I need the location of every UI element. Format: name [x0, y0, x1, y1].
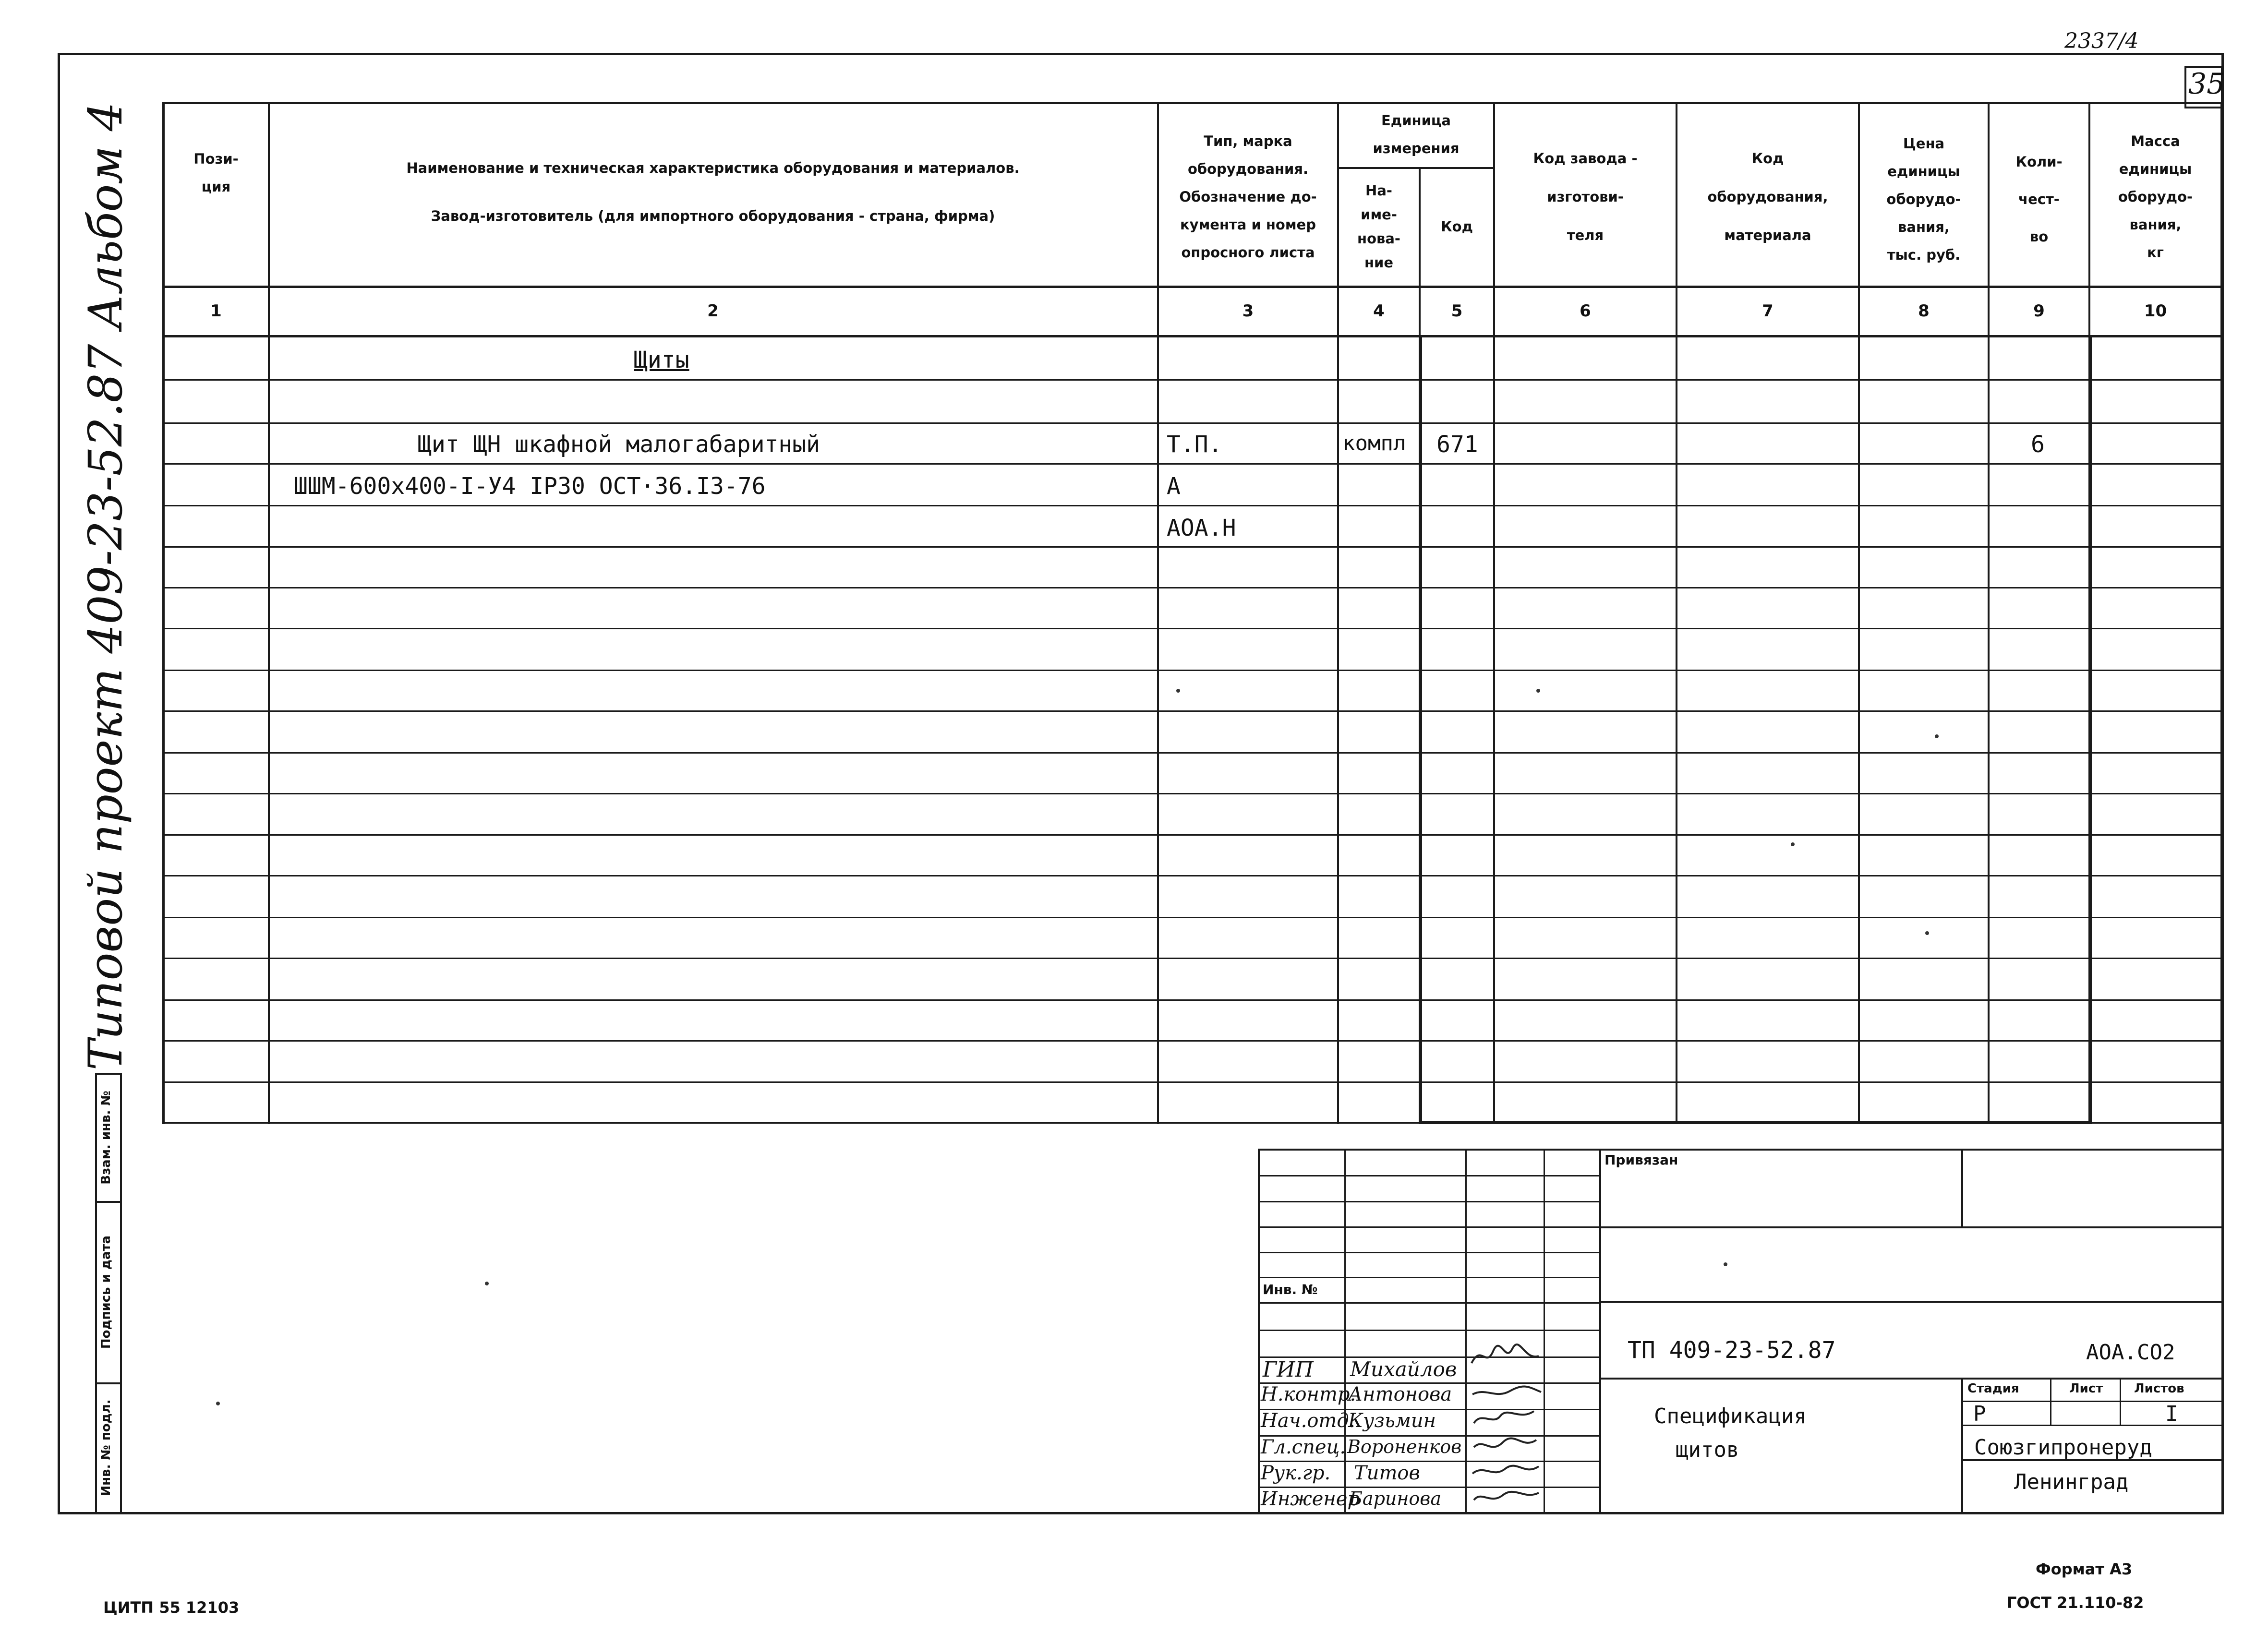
bound-label: Привязан [1604, 1152, 1678, 1168]
footer-catalog-number: ЦИТП 55 12103 [103, 1598, 240, 1617]
organization: Союзгипронеруд [1974, 1435, 2152, 1460]
col-number: 9 [2033, 301, 2045, 321]
replace-inv-label: Взам. инв. № [99, 1091, 113, 1185]
sheet-label: Лист [2069, 1381, 2103, 1396]
signature-name: Антонова [1348, 1383, 1452, 1405]
doc-reference: 2337/4 [2064, 29, 2139, 53]
signature-role: ГИП [1263, 1357, 1314, 1382]
signature-name: Титов [1354, 1462, 1420, 1484]
col-number: 8 [1918, 301, 1930, 321]
section-title: Щиты [634, 347, 689, 373]
header-unit-name: На- име- нова- ние [1357, 182, 1400, 271]
header-position: Пози- ция [193, 151, 239, 195]
signature-name: Баринова [1349, 1488, 1442, 1509]
side-project-title: Типовой проект 409-23-52.87 Альбом 4 [79, 102, 133, 1070]
signature-role: Гл.спец. [1261, 1436, 1346, 1458]
inv-no-label: Инв. № [1263, 1282, 1318, 1297]
header-unit-group: Единица измерения [1373, 112, 1460, 156]
organization-city: Ленинград [2014, 1470, 2129, 1494]
signature-role: Инженер [1261, 1488, 1360, 1510]
signature-name: Вороненков [1347, 1436, 1462, 1457]
signature-role: Нач.отд. [1261, 1410, 1355, 1432]
stage-value: Р [1973, 1402, 1986, 1426]
col-number: 4 [1373, 301, 1385, 321]
sheet-number: 35 [2188, 67, 2225, 101]
row-unit-code: 671 [1436, 431, 1478, 458]
header-name-line2: Завод-изготовитель (для импортного оборудования - страна, фирма) [431, 208, 995, 224]
header-type: Тип, марка оборудования. Обозначение до- кумента и номер опросного листа [1179, 133, 1317, 261]
col-number: 2 [707, 301, 719, 321]
sign-date-label: Подпись и дата [99, 1235, 113, 1349]
header-equipment-code: Код оборудования, материала [1707, 150, 1828, 243]
sheets-value: I [2165, 1402, 2178, 1426]
row-quantity: 6 [2031, 431, 2045, 458]
col-number: 6 [1580, 301, 1591, 321]
footer-gost: ГОСТ 21.110-82 [2007, 1594, 2144, 1612]
col-number: 10 [2144, 301, 2167, 321]
row-name: ШШМ-600х400-I-У4 IР30 ОСТ·36.I3-76 [294, 473, 766, 500]
header-mass: Масса единицы оборудо- вания, кг [2118, 133, 2193, 261]
header-quantity: Коли- чест- во [2015, 154, 2063, 245]
header-price: Цена единицы оборудо- вания, тыс. руб. [1886, 135, 1961, 263]
row-unit: компл [1342, 431, 1406, 456]
project-code: ТП 409-23-52.87 [1628, 1337, 1836, 1364]
row-type: А [1167, 473, 1181, 500]
document-code: АОА.СО2 [2086, 1340, 2175, 1365]
header-name-line1: Наименование и техническая характеристика оборудования и материалов. [406, 160, 1020, 176]
row-type: АОА.Н [1167, 515, 1236, 541]
signature-role: Н.контр. [1261, 1383, 1356, 1405]
signature-scribbles [1467, 1334, 1548, 1512]
header-maker-code: Код завода - изготови- теля [1533, 150, 1638, 243]
footer-format: Формат А3 [2036, 1560, 2133, 1578]
col-number: 3 [1242, 301, 1254, 321]
row-name: Щит ЩН шкафной малогабаритный [418, 431, 820, 458]
inv-orig-label: Инв. № подл. [99, 1399, 113, 1496]
signature-name: Кузьмин [1348, 1410, 1436, 1432]
header-unit-code: Код [1440, 218, 1473, 235]
col-number: 5 [1451, 301, 1463, 321]
col-number: 7 [1762, 301, 1773, 321]
col-number: 1 [210, 301, 222, 321]
signature-role: Рук.гр. [1261, 1462, 1331, 1484]
signature-name: Михайлов [1350, 1357, 1457, 1381]
document-title-2: щитов [1676, 1438, 1739, 1462]
document-title: Спецификация [1654, 1404, 1807, 1428]
sheets-label: Листов [2134, 1381, 2184, 1396]
row-type: Т.П. [1167, 431, 1222, 458]
stage-label: Стадия [1967, 1381, 2019, 1396]
